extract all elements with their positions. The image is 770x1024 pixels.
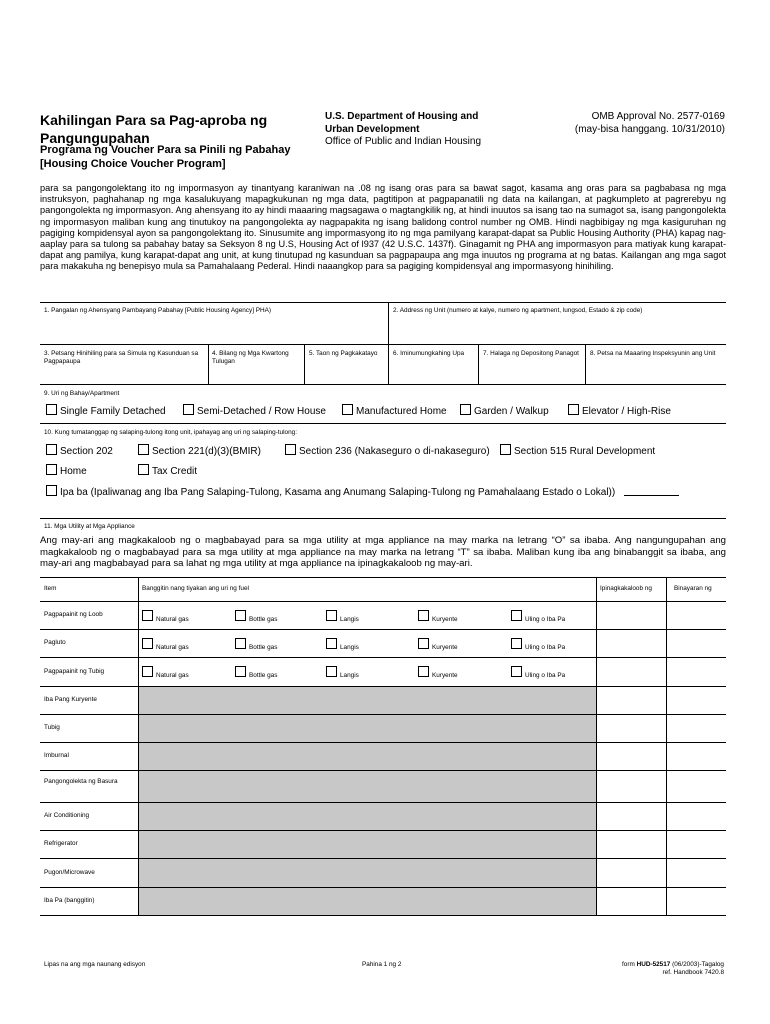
divider (208, 344, 209, 384)
provided-by-cell[interactable] (597, 888, 666, 915)
provided-by-cell[interactable] (597, 687, 666, 714)
footer-form-id: form HUD-52517 (06/2003)-Tagalog ref. Handbook 7420.8 (622, 961, 724, 976)
fuel-option-label: Bottle gas (249, 644, 278, 651)
unit-address-field[interactable] (389, 316, 726, 344)
divider (478, 344, 479, 384)
paid-by-cell[interactable] (667, 687, 726, 714)
fuel-option[interactable] (418, 638, 458, 653)
checkbox[interactable] (183, 404, 194, 415)
utility-row-label: Pangongolekta ng Basura (44, 778, 118, 785)
checkbox[interactable] (326, 666, 337, 677)
subsidy-section-515[interactable]: Section 515 Rural Development (500, 444, 655, 458)
subsidy-section-236[interactable]: Section 236 (Nakaseguro o di-nakaseguro) (285, 444, 490, 458)
checkbox[interactable] (418, 638, 429, 649)
form-title (40, 111, 300, 147)
checkbox[interactable] (142, 610, 153, 621)
checkbox[interactable] (511, 666, 522, 677)
paid-by-cell[interactable] (667, 630, 726, 657)
field-10-label: 10. Kung tumatanggap ng salaping-tulong itong unit, ipahayag ang uri ng salaping-tulong: (44, 429, 297, 436)
housing-type-manufactured[interactable]: Manufactured Home (342, 404, 447, 418)
omb-line-1: OMB Approval No. 2577-0169 (591, 111, 725, 122)
field-4-label: 4. Bilang ng Mga Kwartong Tulugan (212, 350, 289, 365)
checkbox[interactable] (511, 610, 522, 621)
fuel-option-label: Natural gas (156, 644, 189, 651)
fuel-option-label: Natural gas (156, 616, 189, 623)
provided-by-cell[interactable] (597, 859, 666, 887)
paid-by-cell[interactable] (667, 771, 726, 802)
checkbox[interactable] (46, 464, 57, 475)
fuel-option[interactable] (142, 638, 189, 653)
fuel-option[interactable] (418, 666, 458, 681)
fuel-option-label: Natural gas (156, 672, 189, 679)
intro-paragraph: para sa pangongolektang ito ng impormasyon ay tinantyang karaniwan na .08 ng isang oras para sa bawat sagot, kasama ang oras para sa pagbabasa ng mga instruksyon, paghahanap ng mga kasalukuyang mapagkukunan ng mga data, pagtitipon at pagpapanatili ng data na kailangan, at pagkumpleto at pagrerebyu ng pangongolekta ng impormasyon. Ang ahensyang ito ay hindi maaaring magsagawa o magtangkilik ng, at hindi inuutos sa isang tao na sumagot sa, isang pangongolekta ng impormasyon maliban kung ang tinutukoy na pangongolekta ay nagpapakita ng isang balidong control number ng OMB. Hindi nagbibigay ng mga kasiguruhan ng pagiging kompidensyal ayon sa pangongolektang ito. Sinusumite ang impormasyong ito ng mga pamilyang karapat-dapat sa Public Housing Authority (PHA) kapag nag-aaplay para sa tulong sa pabahay batay sa Seksyon 8 ng U.S, Housing Act of l937 (42 U.S.C. 1437f). Ginagamit ng PHA ang impormasyon para matiyak kung karapat-dapat ang pamilya, kung karapat-dapat ang unit, at kung tinutupad ng kasunduan sa pagpapaupa ang mga inuutos ng programa at ng batas. Kailangan ang mga sagot para makakuha ng benepisyo mula sa Pamahalaang Pederal. Hindi naaangkop para sa pagiging kompidensyal ang impormasyong hinihiling. (40, 183, 726, 272)
footer-page-number: Pahina 1 ng 2 (362, 961, 402, 968)
checkbox[interactable] (418, 610, 429, 621)
fuel-option[interactable] (142, 666, 189, 681)
table-top-border (40, 577, 726, 578)
checkbox[interactable] (46, 485, 57, 496)
fuel-option[interactable] (511, 666, 565, 681)
field-1-label: 1. Pangalan ng Ahensyang Pambayang Pabahay [Public Housing Agency] PHA) (44, 307, 272, 314)
utility-row-label: Pagluto (44, 639, 66, 646)
fuel-option[interactable] (235, 666, 277, 681)
utility-paragraph: Ang may-ari ang magkakaloob ng o magbabayad para sa mga utility at mga appliance na may marka na letrang “O” sa ibaba. Ang nangungupahan ang magkakaloob ng o magbabayad para sa mga utility at mga appliance na may marka na letrang “T” sa ibaba. Maliban kung iba ang binabanggit sa ibaba, ang may-ari ang magbabayad para sa lahat ng mga utility at mga appliance na ipinagkakaloob ng may-ari. (40, 535, 726, 569)
fuel-option-label: Uling o Iba Pa (525, 672, 566, 679)
fuel-option[interactable] (235, 610, 277, 625)
checkbox[interactable] (235, 610, 246, 621)
checkbox[interactable] (285, 444, 296, 455)
row-divider (40, 344, 726, 345)
header-item: Item (44, 585, 57, 592)
fuel-option[interactable] (235, 638, 277, 653)
checkbox[interactable] (138, 464, 149, 475)
other-subsidy-line[interactable] (624, 495, 679, 496)
utility-row-label: Pagpapainit ng Tubig (44, 667, 105, 675)
row-divider (40, 518, 726, 519)
fuel-option[interactable] (511, 610, 565, 625)
dept-line-3: Office of Public and Indian Housing (325, 136, 482, 147)
provided-by-cell[interactable] (597, 658, 666, 686)
subtitle-line-2: [Housing Choice Voucher Program] (40, 158, 226, 170)
table-column-border (138, 577, 139, 915)
fuel-option-label: Bottle gas (249, 616, 278, 623)
utility-row-label: Pagpapainit ng Loob (44, 611, 103, 618)
provided-by-cell[interactable] (597, 771, 666, 802)
fuel-option-label: Langis (340, 672, 359, 679)
title-line-2: Pangungupahan (40, 130, 150, 146)
field-9-label: 9. Uri ng Bahay/Apartment (44, 390, 120, 397)
shaded-area (139, 687, 596, 915)
divider (388, 344, 389, 384)
title-line-1: Kahilingan Para sa Pag-aproba ng (40, 112, 268, 128)
header-paid-by: Binayaran ng (674, 585, 712, 592)
fuel-option[interactable] (326, 666, 359, 681)
field-6-label: 6. Iminumungkahing Upa (393, 350, 465, 357)
form-subtitle (40, 143, 310, 171)
header-provided-by: Ipinagkakaloob ng (600, 585, 652, 592)
divider (304, 344, 305, 384)
paid-by-cell[interactable] (667, 715, 726, 742)
paid-by-cell[interactable] (667, 831, 726, 858)
fuel-option[interactable] (511, 638, 565, 653)
provided-by-cell[interactable] (597, 831, 666, 858)
fuel-option-label: Uling o Iba Pa (525, 644, 566, 651)
fuel-option[interactable] (142, 610, 189, 625)
dept-line-2: Urban Development (325, 123, 420, 135)
utility-row-label: Pugon/Microwave (44, 868, 95, 876)
fuel-option-label: Kuryente (432, 644, 458, 651)
checkbox[interactable] (500, 444, 511, 455)
field-8-label: 8. Petsa na Maaaring Inspeksyunin ang Unit (590, 350, 716, 357)
subsidy-other[interactable]: Ipa ba (Ipaliwanag ang Iba Pang Salaping-Tulong, Kasama ang Anumang Salaping-Tulong ng Pamahalaang Estado o Lokal)) (46, 485, 615, 499)
checkbox[interactable] (138, 444, 149, 455)
housing-type-single-family[interactable]: Single Family Detached (46, 404, 166, 418)
checkbox[interactable] (418, 666, 429, 677)
fuel-option[interactable] (326, 638, 359, 653)
row-divider (40, 384, 726, 385)
utility-row-label: Tubig (44, 724, 60, 731)
field-3-label: 3. Petsang Hinihiling para sa Simula ng Kasunduan sa Pagpapaupa (44, 350, 199, 365)
paid-by-cell[interactable] (667, 888, 726, 915)
fuel-option-label: Langis (340, 644, 359, 651)
paid-by-cell[interactable] (667, 803, 726, 830)
subtitle-line-1: Programa ng Voucher Para sa Pinili ng Pabahay (40, 144, 291, 156)
checkbox[interactable] (326, 610, 337, 621)
checkbox[interactable] (460, 404, 471, 415)
pha-name-field[interactable] (40, 316, 388, 344)
field-2-label: 2. Address ng Unit (numero at kalye, numero ng apartment, lungsod, Estado & zip code) (393, 307, 643, 314)
housing-type-semi-detached[interactable]: Semi-Detached / Row House (183, 404, 326, 418)
provided-by-cell[interactable] (597, 803, 666, 830)
checkbox[interactable] (342, 404, 353, 415)
table-row-border (40, 915, 726, 916)
checkbox[interactable] (235, 638, 246, 649)
subsidy-section-221[interactable]: Section 221(d)(3)(BMIR) (138, 444, 261, 458)
checkbox[interactable] (142, 666, 153, 677)
provided-by-cell[interactable] (597, 630, 666, 657)
field-7-label: 7. Halaga ng Depositong Panagot (483, 350, 579, 357)
utility-row-label: Air Conditioning (44, 812, 90, 819)
provided-by-cell[interactable] (597, 743, 666, 770)
footer-edition-note: Lipas na ang mga naunang edisyon (44, 961, 146, 968)
field-5-label: 5. Taon ng Pagkakatayo (309, 350, 378, 357)
housing-type-garden[interactable]: Garden / Walkup (460, 404, 549, 418)
checkbox[interactable] (568, 404, 579, 415)
utility-row-label: Iba Pa (banggitin) (44, 897, 95, 904)
fuel-option-label: Kuryente (432, 672, 458, 679)
department-block (325, 111, 505, 149)
omb-line-2: (may-bisa hanggang. 10/31/2010) (574, 123, 725, 135)
fuel-option-label: Kuryente (432, 616, 458, 623)
subsidy-section-202[interactable]: Section 202 (46, 444, 113, 458)
fuel-option-label: Uling o Iba Pa (525, 616, 566, 623)
checkbox[interactable] (46, 404, 57, 415)
omb-block (540, 111, 725, 136)
housing-type-elevator[interactable]: Elevator / High-Rise (568, 404, 671, 418)
dept-line-1: U.S. Department of Housing and (325, 111, 479, 122)
divider (585, 344, 586, 384)
subsidy-home[interactable]: Home (46, 464, 87, 478)
subsidy-tax-credit[interactable]: Tax Credit (138, 464, 197, 478)
checkbox[interactable] (326, 638, 337, 649)
field-11-label: 11. Mga Utility at Mga Appliance (44, 523, 135, 530)
paid-by-cell[interactable] (667, 743, 726, 770)
utility-row-label: Iba Pang Kuryente (44, 696, 97, 703)
fuel-option[interactable] (418, 610, 458, 625)
checkbox[interactable] (46, 444, 57, 455)
fuel-option-label: Bottle gas (249, 672, 278, 679)
row-divider (40, 302, 726, 303)
checkbox[interactable] (142, 638, 153, 649)
header-fuel: Banggitin nang tiyakan ang uri ng fuel (142, 585, 249, 592)
fuel-option-label: Langis (340, 616, 359, 623)
checkbox[interactable] (235, 666, 246, 677)
paid-by-cell[interactable] (667, 658, 726, 686)
utility-row-label: Refrigerator (44, 840, 78, 847)
row-divider (40, 423, 726, 424)
provided-by-cell[interactable] (597, 715, 666, 742)
checkbox[interactable] (511, 638, 522, 649)
paid-by-cell[interactable] (667, 859, 726, 887)
paid-by-cell[interactable] (667, 602, 726, 629)
fuel-option[interactable] (326, 610, 359, 625)
utility-row-label: Imburnal (44, 752, 69, 759)
provided-by-cell[interactable] (597, 602, 666, 629)
